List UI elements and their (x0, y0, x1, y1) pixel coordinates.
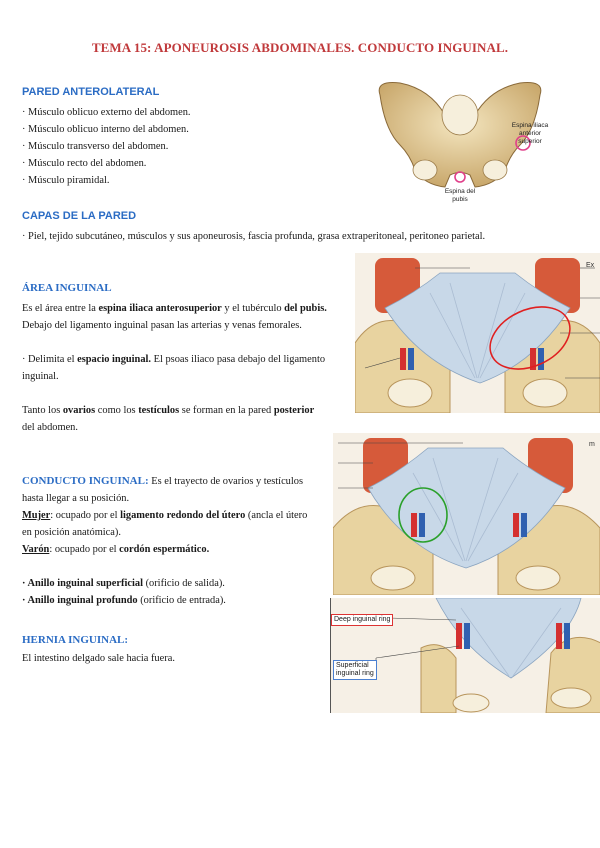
spacer (22, 334, 357, 351)
list-item: · Músculo recto del abdomen. (22, 158, 147, 169)
conducto-line-2: hasta llegar a su posición. (22, 493, 130, 504)
superficial-ring-label (333, 660, 377, 680)
conducto-text (22, 473, 342, 609)
side-label: m (589, 441, 595, 448)
text: : ocupado por el (49, 544, 120, 555)
mujer-label: Mujer (22, 510, 51, 521)
varon-line (22, 541, 342, 558)
area-line-5 (22, 402, 357, 419)
area-line-4: inguinal. (22, 371, 59, 382)
bold-text: espacio inguinal. (77, 354, 152, 365)
side-label: Ex (586, 262, 595, 269)
bold-text: cordón espermático. (119, 544, 210, 555)
bold-text: del pubis. (284, 303, 327, 314)
text: se forman en la pared (179, 405, 274, 416)
conducto-heading: CONDUCTO INGUINAL: (22, 475, 149, 487)
label-line: pubis (452, 196, 468, 203)
inguinal-canal-illustration (333, 433, 600, 595)
text: : ocupado por el (50, 510, 121, 521)
bold-text: espina iliaca anterosuperior (98, 303, 222, 314)
mujer-line-2: en posición anatómica). (22, 527, 121, 538)
varon-label: Varón (22, 544, 50, 555)
capas-text: · Piel, tejido subcutáneo, músculos y sus aponeurosis, fascia profunda, grasa extraperitoneal, peritoneo parietal. (22, 231, 486, 242)
text: Es el área entre la (22, 303, 99, 314)
text: Tanto los (22, 405, 63, 416)
hernia-text: El intestino delgado sale hacia fuera. (22, 653, 175, 664)
label-line: Espina iliaca (511, 122, 549, 129)
spacer (22, 385, 357, 402)
inguinal-canal-figure (333, 433, 600, 595)
pared-list (22, 104, 191, 189)
label-espina-pubis (440, 188, 480, 204)
text: (orificio de entrada). (137, 595, 226, 606)
bold-text: testículos (138, 405, 180, 416)
area-heading: ÁREA INGUINAL (22, 282, 112, 294)
conducto-line-1 (22, 473, 342, 490)
text: y el tubérculo (221, 303, 285, 314)
pelvis-figure (370, 75, 550, 210)
text: Es el trayecto de ovarios y testículos (148, 476, 303, 487)
label-line: anterior superior (518, 130, 542, 145)
anillo-superficial-line (22, 575, 342, 592)
bold-text: ovarios (62, 405, 96, 416)
capas-heading: CAPAS DE LA PARED (22, 210, 137, 222)
inguinal-area-illustration (355, 253, 600, 413)
list-item: · Músculo transverso del abdomen. (22, 141, 169, 152)
label-line: inguinal ring (336, 670, 374, 677)
label-line: Superficial (336, 662, 369, 669)
label-line: Espina del (444, 188, 476, 195)
bold-text: · Anillo inguinal profundo (22, 595, 138, 606)
hernia-figure (330, 598, 600, 713)
mujer-line (22, 507, 342, 524)
area-line-2: Debajo del ligamento inguinal pasan las arterias y venas femorales. (22, 320, 302, 331)
area-line-1 (22, 300, 357, 317)
inguinal-area-figure (355, 253, 600, 413)
text: (ancla el útero (245, 510, 308, 521)
text: (orificio de salida). (142, 578, 225, 589)
list-item: · Músculo piramidal. (22, 175, 110, 186)
bold-text: posterior (273, 405, 315, 416)
area-line-3 (22, 351, 357, 368)
deep-ring-label: Deep inguinal ring (331, 614, 393, 626)
list-item: · Músculo oblicuo interno del abdomen. (22, 124, 189, 135)
text: · Delimita el (22, 354, 78, 365)
bold-text: ligamento redondo del útero (120, 510, 246, 521)
anillo-profundo-line (22, 592, 342, 609)
text: El psoas iliaco pasa debajo del ligamento (151, 354, 326, 365)
area-text (22, 300, 357, 436)
area-line-6: del abdomen. (22, 422, 78, 433)
label-espina-iliaca (510, 122, 550, 146)
list-item: · Músculo oblicuo externo del abdomen. (22, 107, 191, 118)
page-title: TEMA 15: APONEUROSIS ABDOMINALES. CONDUCTO INGUINAL. (91, 40, 509, 55)
spacer (22, 558, 342, 575)
text: como los (95, 405, 139, 416)
pared-heading: PARED ANTEROLATERAL (22, 86, 160, 98)
hernia-heading: HERNIA INGUINAL: (22, 634, 129, 646)
bold-text: · Anillo inguinal superficial (22, 578, 143, 589)
